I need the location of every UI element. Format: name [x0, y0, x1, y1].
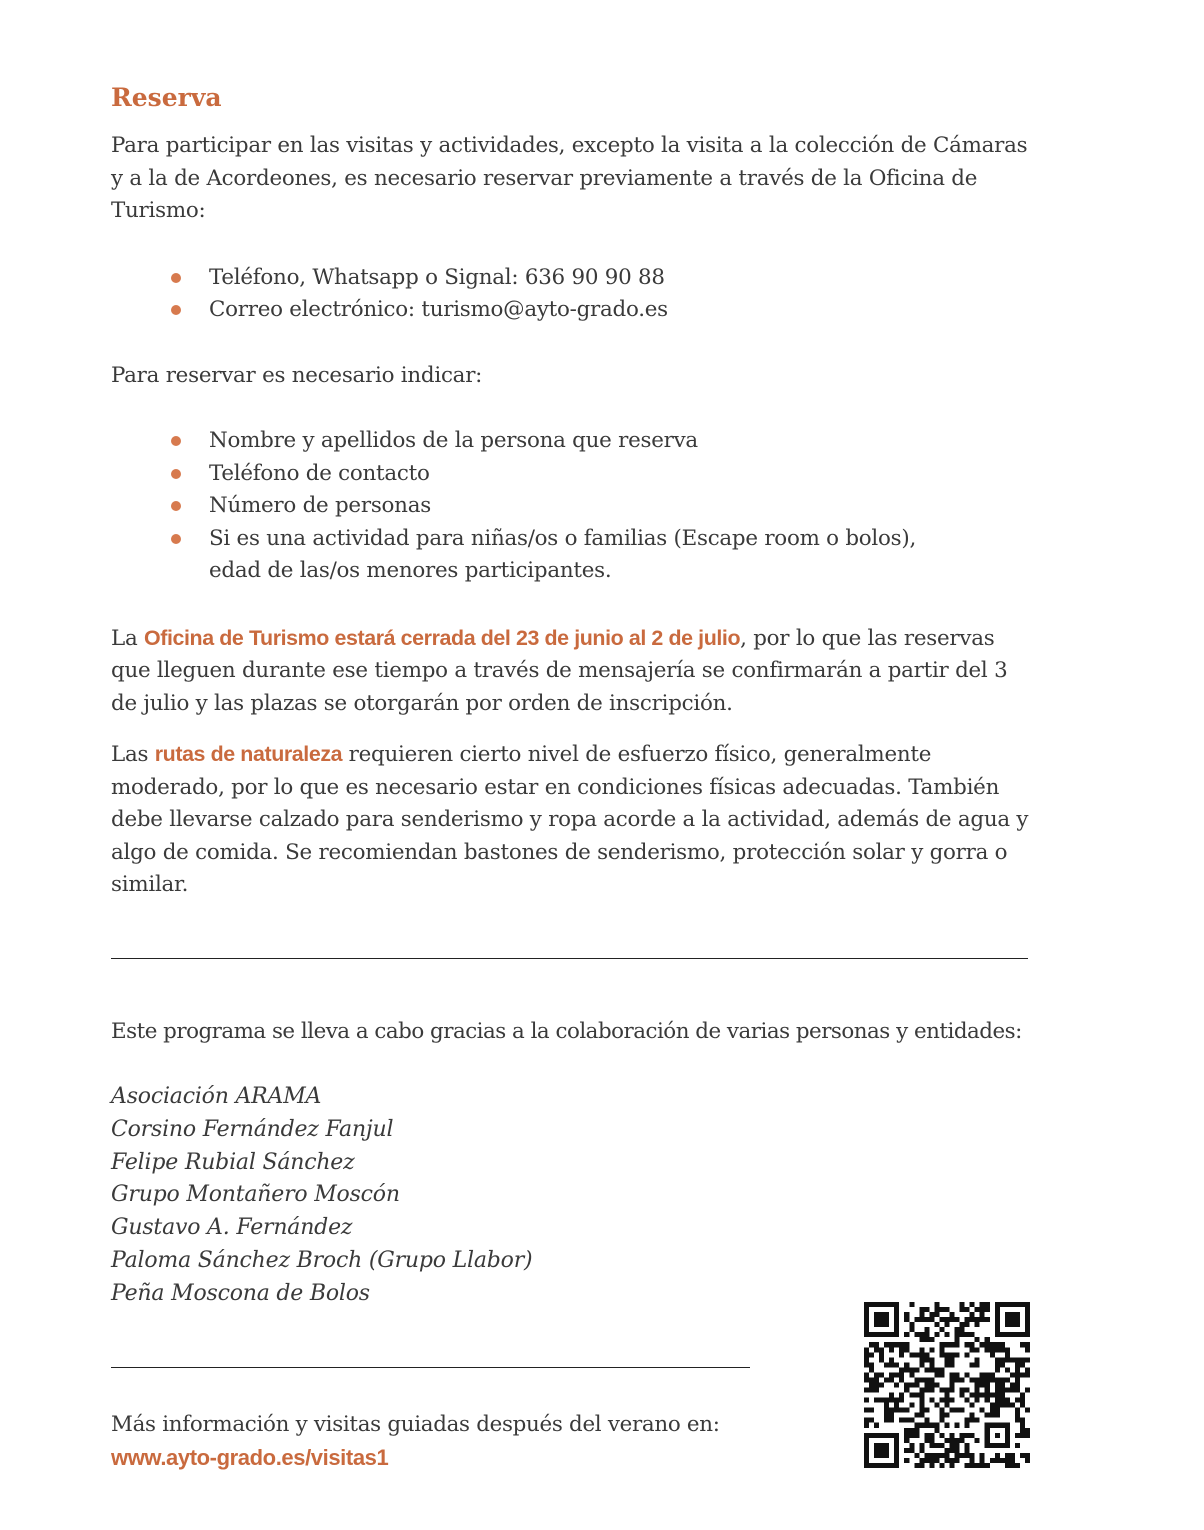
list-item: Peña Moscona de Bolos: [111, 1280, 370, 1306]
more-info-link[interactable]: www.ayto-grado.es/visitas1: [111, 1445, 389, 1470]
list-item: [209, 490, 1031, 523]
contact-list: [111, 262, 1031, 327]
closure-prefix: La: [111, 625, 145, 651]
routes-notice: [111, 738, 1031, 902]
list-item: Felipe Rubial Sánchez: [111, 1149, 355, 1175]
bullet-icon: [171, 501, 181, 511]
reserva-title: Reserva: [111, 83, 222, 112]
list-item: [209, 458, 1031, 491]
closure-highlight: Oficina de Turismo estará cerrada del 23 de junio al 2 de julio: [144, 625, 741, 650]
list-item: Paloma Sánchez Broch (Grupo Llabor): [111, 1247, 533, 1273]
list-item: [209, 425, 1031, 458]
qr-code-icon[interactable]: [864, 1302, 1030, 1468]
requirements-intro: Para reservar es necesario indicar:: [111, 362, 483, 388]
bullet-icon: [171, 469, 181, 479]
closure-suffix: , por lo que las reservas que lleguen durante ese tiempo a través de mensajería se confirmarán a partir del 3 de julio y las plazas se otorgarán por orden de inscripción.: [111, 625, 1008, 716]
divider: [111, 1367, 750, 1368]
routes-highlight: rutas de naturaleza: [154, 742, 343, 766]
list-item: [209, 262, 1031, 295]
reserva-section: [111, 80, 1031, 902]
list-item: Grupo Montañero Moscón: [111, 1182, 400, 1208]
bullet-icon: [171, 436, 181, 446]
contact-email: Correo electrónico: turismo@ayto-grado.es: [209, 297, 668, 322]
list-item: [209, 294, 1031, 327]
closure-notice: [111, 622, 1031, 721]
requirement-text: Teléfono de contacto: [209, 460, 430, 486]
routes-suffix: requieren cierto nivel de esfuerzo físico, generalmente moderado, por lo que es necesario estar en condiciones físicas adecuadas. También debe llevarse calzado para senderismo y ropa acorde a la actividad, además de agua y algo de comida. Se recomiendan bastones de senderismo, protección solar y gorra o similar.: [111, 742, 1029, 897]
reserva-intro: Para participar en las visitas y actividades, excepto la visita a la colección de Cámaras y a la de Acordeones, es necesario reservar previamente a través de la Oficina de Turismo:: [111, 133, 1028, 223]
divider: [111, 958, 1028, 959]
list-item: [209, 523, 969, 588]
bullet-icon: [171, 273, 181, 283]
bullet-icon: [171, 305, 181, 315]
more-info-text: Más información y visitas guiadas después del verano en:: [111, 1412, 720, 1437]
contact-phone: Teléfono, Whatsapp o Signal: 636 90 90 88: [209, 264, 665, 290]
requirement-text: Número de personas: [209, 493, 431, 518]
list-item: Corsino Fernández Fanjul: [111, 1116, 394, 1142]
bullet-icon: [171, 534, 181, 544]
list-item: Asociación ARAMA: [111, 1084, 322, 1109]
credits-intro: Este programa se lleva a cabo gracias a la colaboración de varias personas y entidades:: [111, 1019, 1022, 1044]
requirements-list: [111, 425, 1031, 588]
collaborators-list: [111, 1081, 532, 1311]
requirement-text: Nombre y apellidos de la persona que reserva: [209, 428, 698, 453]
list-item: Gustavo A. Fernández: [111, 1215, 353, 1241]
requirement-text: Si es una actividad para niñas/os o familias (Escape room o bolos), edad de las/os menores participantes.: [209, 525, 916, 583]
routes-prefix: Las: [111, 742, 155, 767]
